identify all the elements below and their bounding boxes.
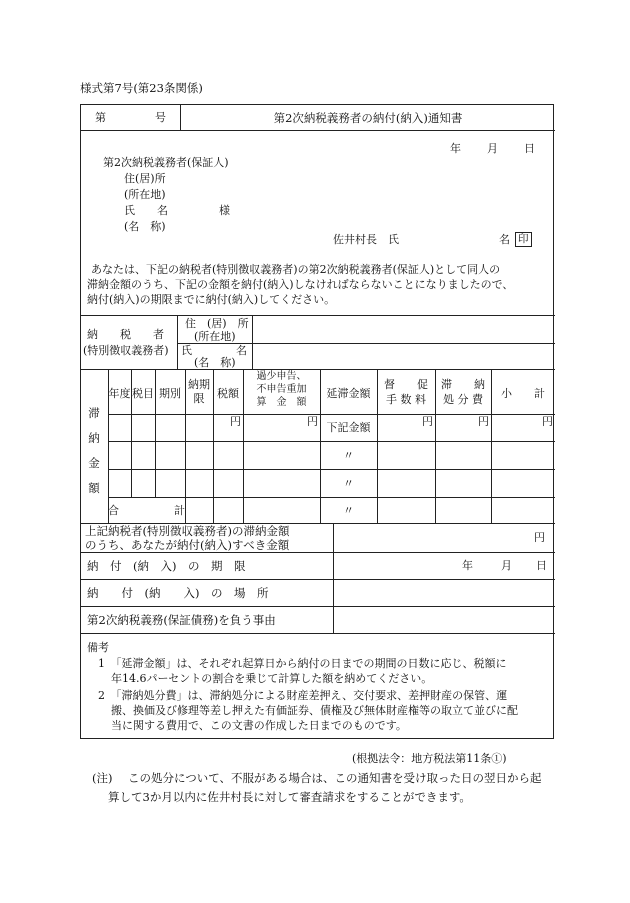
addressee-honorific: 様	[219, 204, 230, 217]
yen-subtotal: 円	[542, 415, 553, 428]
payable-label-2: のうち、あなたが納付(納入)すべき金額	[85, 538, 290, 552]
late-fee-row-4: 〃	[343, 504, 354, 517]
date-day: 日	[524, 142, 535, 155]
addressee-address: 住(居)所	[124, 172, 166, 185]
late-fee-row-1: 下記金額	[326, 421, 371, 434]
payable-label-1: 上記納税者(特別徴収義務者)の滞納金額	[85, 524, 290, 538]
late-fee-row-3: 〃	[343, 477, 354, 490]
taxpayer-address: 住 (居) 所	[185, 317, 249, 330]
col-demand-fee-1: 督 促	[384, 378, 428, 391]
taxpayer-label-sub: (特別徴収義務者)	[83, 344, 169, 357]
remark-1-line-2: 年14.6パーセントの割合を乗じて計算した額を納めてください。	[111, 672, 433, 685]
col-penalty-2: 不申告重加	[256, 384, 307, 395]
col-tax-item: 税目	[132, 387, 154, 400]
deadline-month: 月	[501, 559, 512, 572]
col-penalty-3: 算 金 額	[256, 397, 307, 408]
col-penalty-1: 過少申告、	[256, 371, 307, 382]
legal-basis: (根拠法令：地方税法第11条①)	[352, 752, 507, 765]
arrears-label-4: 額	[88, 481, 100, 495]
number-suffix: 号	[155, 111, 166, 124]
col-disposal-fee-1: 滞 納	[441, 378, 485, 391]
reason-label: 第2次納税義務(保証債務)を負う事由	[87, 613, 276, 627]
col-due-date-1: 納期	[188, 378, 210, 391]
notice-line-2: 滞納金額のうち、下記の金額を納付(納入)しなければならないことになりましたので、	[87, 278, 514, 291]
col-due-date-2: 限	[193, 392, 205, 405]
col-tax-amount: 税額	[217, 387, 239, 400]
notice-line-1: あなたは、下記の納税者(特別徴収義務者)の第2次納税義務者(保証人)として同人の	[91, 263, 501, 276]
note-prefix: (注)	[92, 771, 113, 785]
seal-mark: 印	[515, 232, 532, 247]
arrears-label-1: 滞	[88, 406, 100, 420]
notice-line-3: 納付(納入)の期限までに納付(納入)してください。	[87, 293, 336, 306]
late-fee-row-2: 〃	[343, 449, 354, 462]
remark-1-line-1: 1 「延滞金額」は、それぞれ起算日から納付の日までの期間の日数に応じ、税額に	[98, 657, 507, 670]
deadline-day: 日	[536, 559, 547, 572]
arrears-label-3: 金	[88, 456, 100, 470]
date-year: 年	[450, 142, 461, 155]
number-prefix: 第	[95, 111, 106, 124]
yen-penalty: 円	[307, 415, 318, 428]
yen-tax-amount: 円	[230, 415, 241, 428]
taxpayer-address-sub: (所在地)	[194, 330, 236, 343]
date-month: 月	[487, 142, 498, 155]
col-year: 年度	[108, 387, 131, 400]
remark-2-line-1: 2 「滞納処分費」は、滞納処分による財産差押え、交付要求、差押財産の保管、運	[98, 689, 508, 702]
document-title: 第2次納税義務者の納付(納入)通知書	[273, 111, 463, 125]
place-label: 納 付 (納 入) の 場 所	[87, 586, 269, 600]
total-label: 合 計	[108, 504, 185, 517]
note-line-2: 算して3か月以内に佐井村長に対して審査請求をすることができます。	[108, 790, 471, 804]
taxpayer-name: 氏 名	[181, 344, 247, 357]
deadline-label: 納 付 (納 入) の 期 限	[87, 559, 246, 573]
yen-disposal-fee: 円	[478, 415, 489, 428]
note-line-1: この処分について、不服がある場合は、この通知書を受け取った日の翌日から起	[128, 771, 542, 785]
col-disposal-fee-2: 処 分 費	[443, 393, 483, 406]
col-late-fee: 延滞金額	[326, 387, 371, 400]
addressee-name-sub: (名 称)	[124, 220, 166, 233]
taxpayer-label: 納 税 者	[87, 328, 164, 341]
payable-yen: 円	[534, 531, 545, 544]
taxpayer-name-sub: (名 称)	[194, 356, 236, 369]
remarks-title: 備考	[87, 641, 109, 654]
deadline-year: 年	[462, 559, 473, 572]
addressee-role: 第2次納税義務者(保証人)	[103, 156, 229, 169]
remark-2-line-2: 搬、換価及び修理等差し押えた有価証券、債権及び無体財産権等の取立て並びに配	[111, 704, 518, 717]
col-subtotal: 小 計	[501, 387, 545, 400]
addressee-name: 氏 名	[124, 204, 168, 217]
yen-demand-fee: 円	[422, 415, 433, 428]
arrears-label-2: 納	[88, 431, 100, 445]
col-demand-fee-2: 手 数 料	[386, 393, 426, 406]
sender-name-char: 名	[499, 233, 510, 246]
form-label: 様式第7号(第23条関係)	[80, 81, 203, 95]
remark-2-line-3: 当に関する費用で、この文書の作成した日までのものです。	[111, 719, 407, 732]
sender-title: 佐井村長 氏	[333, 233, 399, 246]
col-period: 期別	[159, 387, 181, 400]
notice-form	[80, 104, 554, 739]
addressee-address-sub: (所在地)	[124, 188, 166, 201]
